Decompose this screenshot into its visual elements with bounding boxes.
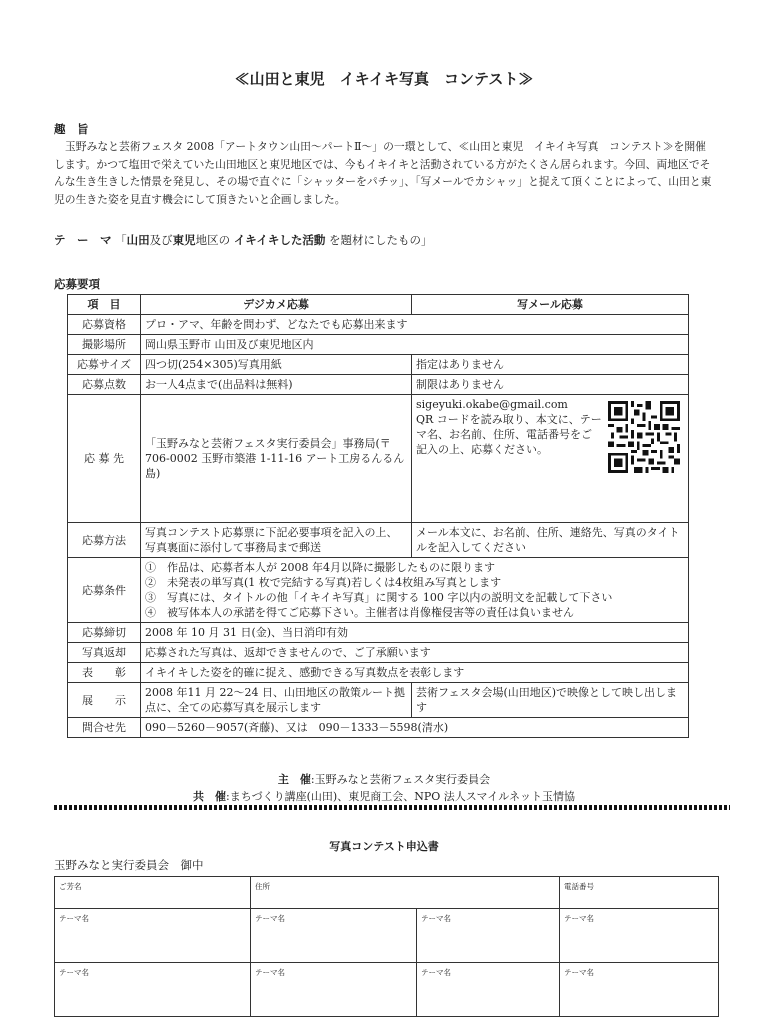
header-digital: デジカメ応募 (141, 295, 412, 315)
theme-part-district: 地区の (195, 233, 231, 247)
form-theme-cell[interactable]: テーマ名 (55, 909, 251, 963)
row-value-conditions (141, 558, 689, 623)
application-form-table (54, 876, 719, 1017)
requirements-heading: 応募要項 (54, 277, 100, 291)
row-label-location: 撮影場所 (68, 335, 141, 355)
row-value-contact: 090－5260－9057(斉藤)、又は 090－1333－5598(清水) (141, 718, 689, 738)
form-address-cell[interactable]: 住所 (251, 877, 560, 909)
form-row (55, 963, 719, 1017)
condition-item: ④ 被写体本人の承諾を得てご応募下さい。主催者は肖像権侵害等の責任は負いません (145, 606, 574, 619)
row-value-deadline: 2008 年 10 月 31 日(金)、当日消印有効 (141, 623, 689, 643)
host-value: :玉野みなと芸術フェスタ実行委員会 (310, 773, 491, 786)
row-value-qualification: プロ・アマ、年齢を問わず、どなたでも応募出来ます (141, 315, 689, 335)
row-label-return: 写真返却 (68, 643, 141, 663)
theme-part-and: 及び (149, 233, 173, 247)
header-mobile: 写メール応募 (412, 295, 689, 315)
table-row (68, 523, 689, 558)
row-label-award: 表 彰 (68, 663, 141, 683)
form-theme-cell[interactable]: テーマ名 (560, 909, 719, 963)
row-value-exhibit-digital: 2008 年11 月 22～24 日、山田地区の散策ルート拠点に、全ての応募写真を展示します (141, 683, 412, 718)
form-name-cell[interactable]: ご芳名 (55, 877, 251, 909)
form-theme-cell[interactable]: テーマ名 (251, 909, 417, 963)
form-theme-cell[interactable]: テーマ名 (560, 963, 719, 1017)
row-value-award: イキイキした姿を的確に捉え、感動できる写真数点を表彰します (141, 663, 689, 683)
form-title: 写真コンテスト申込書 (329, 840, 439, 853)
theme-line (54, 232, 433, 248)
row-label-deadline: 応募締切 (68, 623, 141, 643)
table-row (68, 558, 689, 623)
table-row (68, 663, 689, 683)
form-theme-cell[interactable]: テーマ名 (417, 909, 560, 963)
mobile-email: sigeyuki.okabe@gmail.com (416, 398, 568, 411)
row-value-method-mobile: メール本文に、お名前、住所、連絡先、写真のタイトルを記入してください (412, 523, 689, 558)
row-value-size-mobile: 指定はありません (412, 355, 689, 375)
row-label-size: 応募サイズ (68, 355, 141, 375)
row-value-method-digital: 写真コンテスト応募票に下記必要事項を記入の上、写真裏面に添付して事務局まで郵送 (141, 523, 412, 558)
theme-part-higashiko: 東児 (172, 233, 196, 247)
condition-item: ① 作品は、応募者本人が 2008 年4月以降に撮影したものに限ります (145, 561, 495, 574)
mobile-instructions: QR コードを読み取り、本文に、テーマ名、お名前、住所、電話番号をご記入の上、応募ください。 (416, 413, 602, 456)
row-value-location: 岡山県玉野市 山田及び東児地区内 (141, 335, 689, 355)
row-value-size-digital: 四つ切(254×305)写真用紙 (141, 355, 412, 375)
condition-item: ② 未発表の単写真(1 枚で完結する写真)若しくは4枚組み写真とします (145, 576, 502, 589)
form-theme-cell[interactable]: テーマ名 (251, 963, 417, 1017)
row-label-contact: 問合せ先 (68, 718, 141, 738)
table-row (68, 683, 689, 718)
form-row (55, 877, 719, 909)
qr-code-icon (608, 401, 680, 473)
row-label-qualification: 応募資格 (68, 315, 141, 335)
row-value-destination-mobile (412, 395, 689, 523)
theme-open: 「 (115, 233, 127, 247)
row-label-conditions: 応募条件 (68, 558, 141, 623)
row-value-exhibit-mobile: 芸術フェスタ会場(山田地区)で映像として映し出します (412, 683, 689, 718)
row-label-destination: 応 募 先 (68, 395, 141, 523)
table-row (68, 315, 689, 335)
form-phone-cell[interactable]: 電話番号 (560, 877, 719, 909)
form-theme-cell[interactable]: テーマ名 (55, 963, 251, 1017)
co-host-value: :まちづくり講座(山田)、東児商工会、NPO 法人スマイルネット玉情協 (226, 790, 575, 803)
host-label: 主 催 (277, 773, 311, 786)
row-value-destination-digital: 「玉野みなと芸術フェスタ実行委員会」事務局(〒706-0002 玉野市築港 1-11-16 アート工房るんるん島) (141, 395, 412, 523)
overview-heading: 趣 旨 (54, 122, 89, 136)
table-row (68, 395, 689, 523)
row-value-count-mobile: 制限はありません (412, 375, 689, 395)
row-label-count: 応募点数 (68, 375, 141, 395)
theme-part-activity: イキイキした活動 (233, 233, 326, 247)
form-row (55, 909, 719, 963)
cut-line-divider (54, 805, 730, 810)
table-row (68, 335, 689, 355)
co-host-label: 共 催 (193, 790, 227, 803)
form-theme-cell[interactable]: テーマ名 (417, 963, 560, 1017)
row-label-method: 応募方法 (68, 523, 141, 558)
table-row (68, 643, 689, 663)
condition-item: ③ 写真には、タイトルの他「イキイキ写真」に関する 100 字以内の説明文を記載して下さい (145, 591, 613, 604)
table-row (68, 623, 689, 643)
requirements-table (67, 294, 689, 738)
table-row (68, 718, 689, 738)
row-value-count-digital: お一人4点まで(出品料は無料) (141, 375, 412, 395)
theme-part-yamada: 山田 (126, 233, 150, 247)
table-row (68, 355, 689, 375)
table-header-row (68, 295, 689, 315)
form-addressee: 玉野みなと実行委員会 御中 (54, 858, 204, 872)
theme-label: テ ー マ (54, 233, 112, 247)
co-host-line (0, 788, 768, 804)
row-label-exhibit: 展 示 (68, 683, 141, 718)
row-value-return: 応募された写真は、返却できませんので、ご了承願います (141, 643, 689, 663)
theme-part-subject: を題材にしたもの」 (329, 233, 433, 247)
header-item: 項 目 (68, 295, 141, 315)
overview-text: 玉野みなと芸術フェスタ 2008「アートタウン山田～パートⅡ～」の一環として、≪山田と東児 イキイキ写真 コンテスト≫を開催します。かつて塩田で栄えていた山田地区と東児地区では、今もイキイキと活動されている方がたくさん居られます。今回、両地区でそんな生き生きした情景を発見し、その場で直ぐに「シャッターをパチッ」、「写メールでカシャッ」と捉えて頂くことによって、山田と東児の生きた姿を見直す機会にして頂きたいと企画しました。 (54, 140, 712, 206)
document-title: ≪山田と東児 イキイキ写真 コンテスト≫ (234, 70, 534, 88)
table-row (68, 375, 689, 395)
host-line (0, 771, 768, 787)
